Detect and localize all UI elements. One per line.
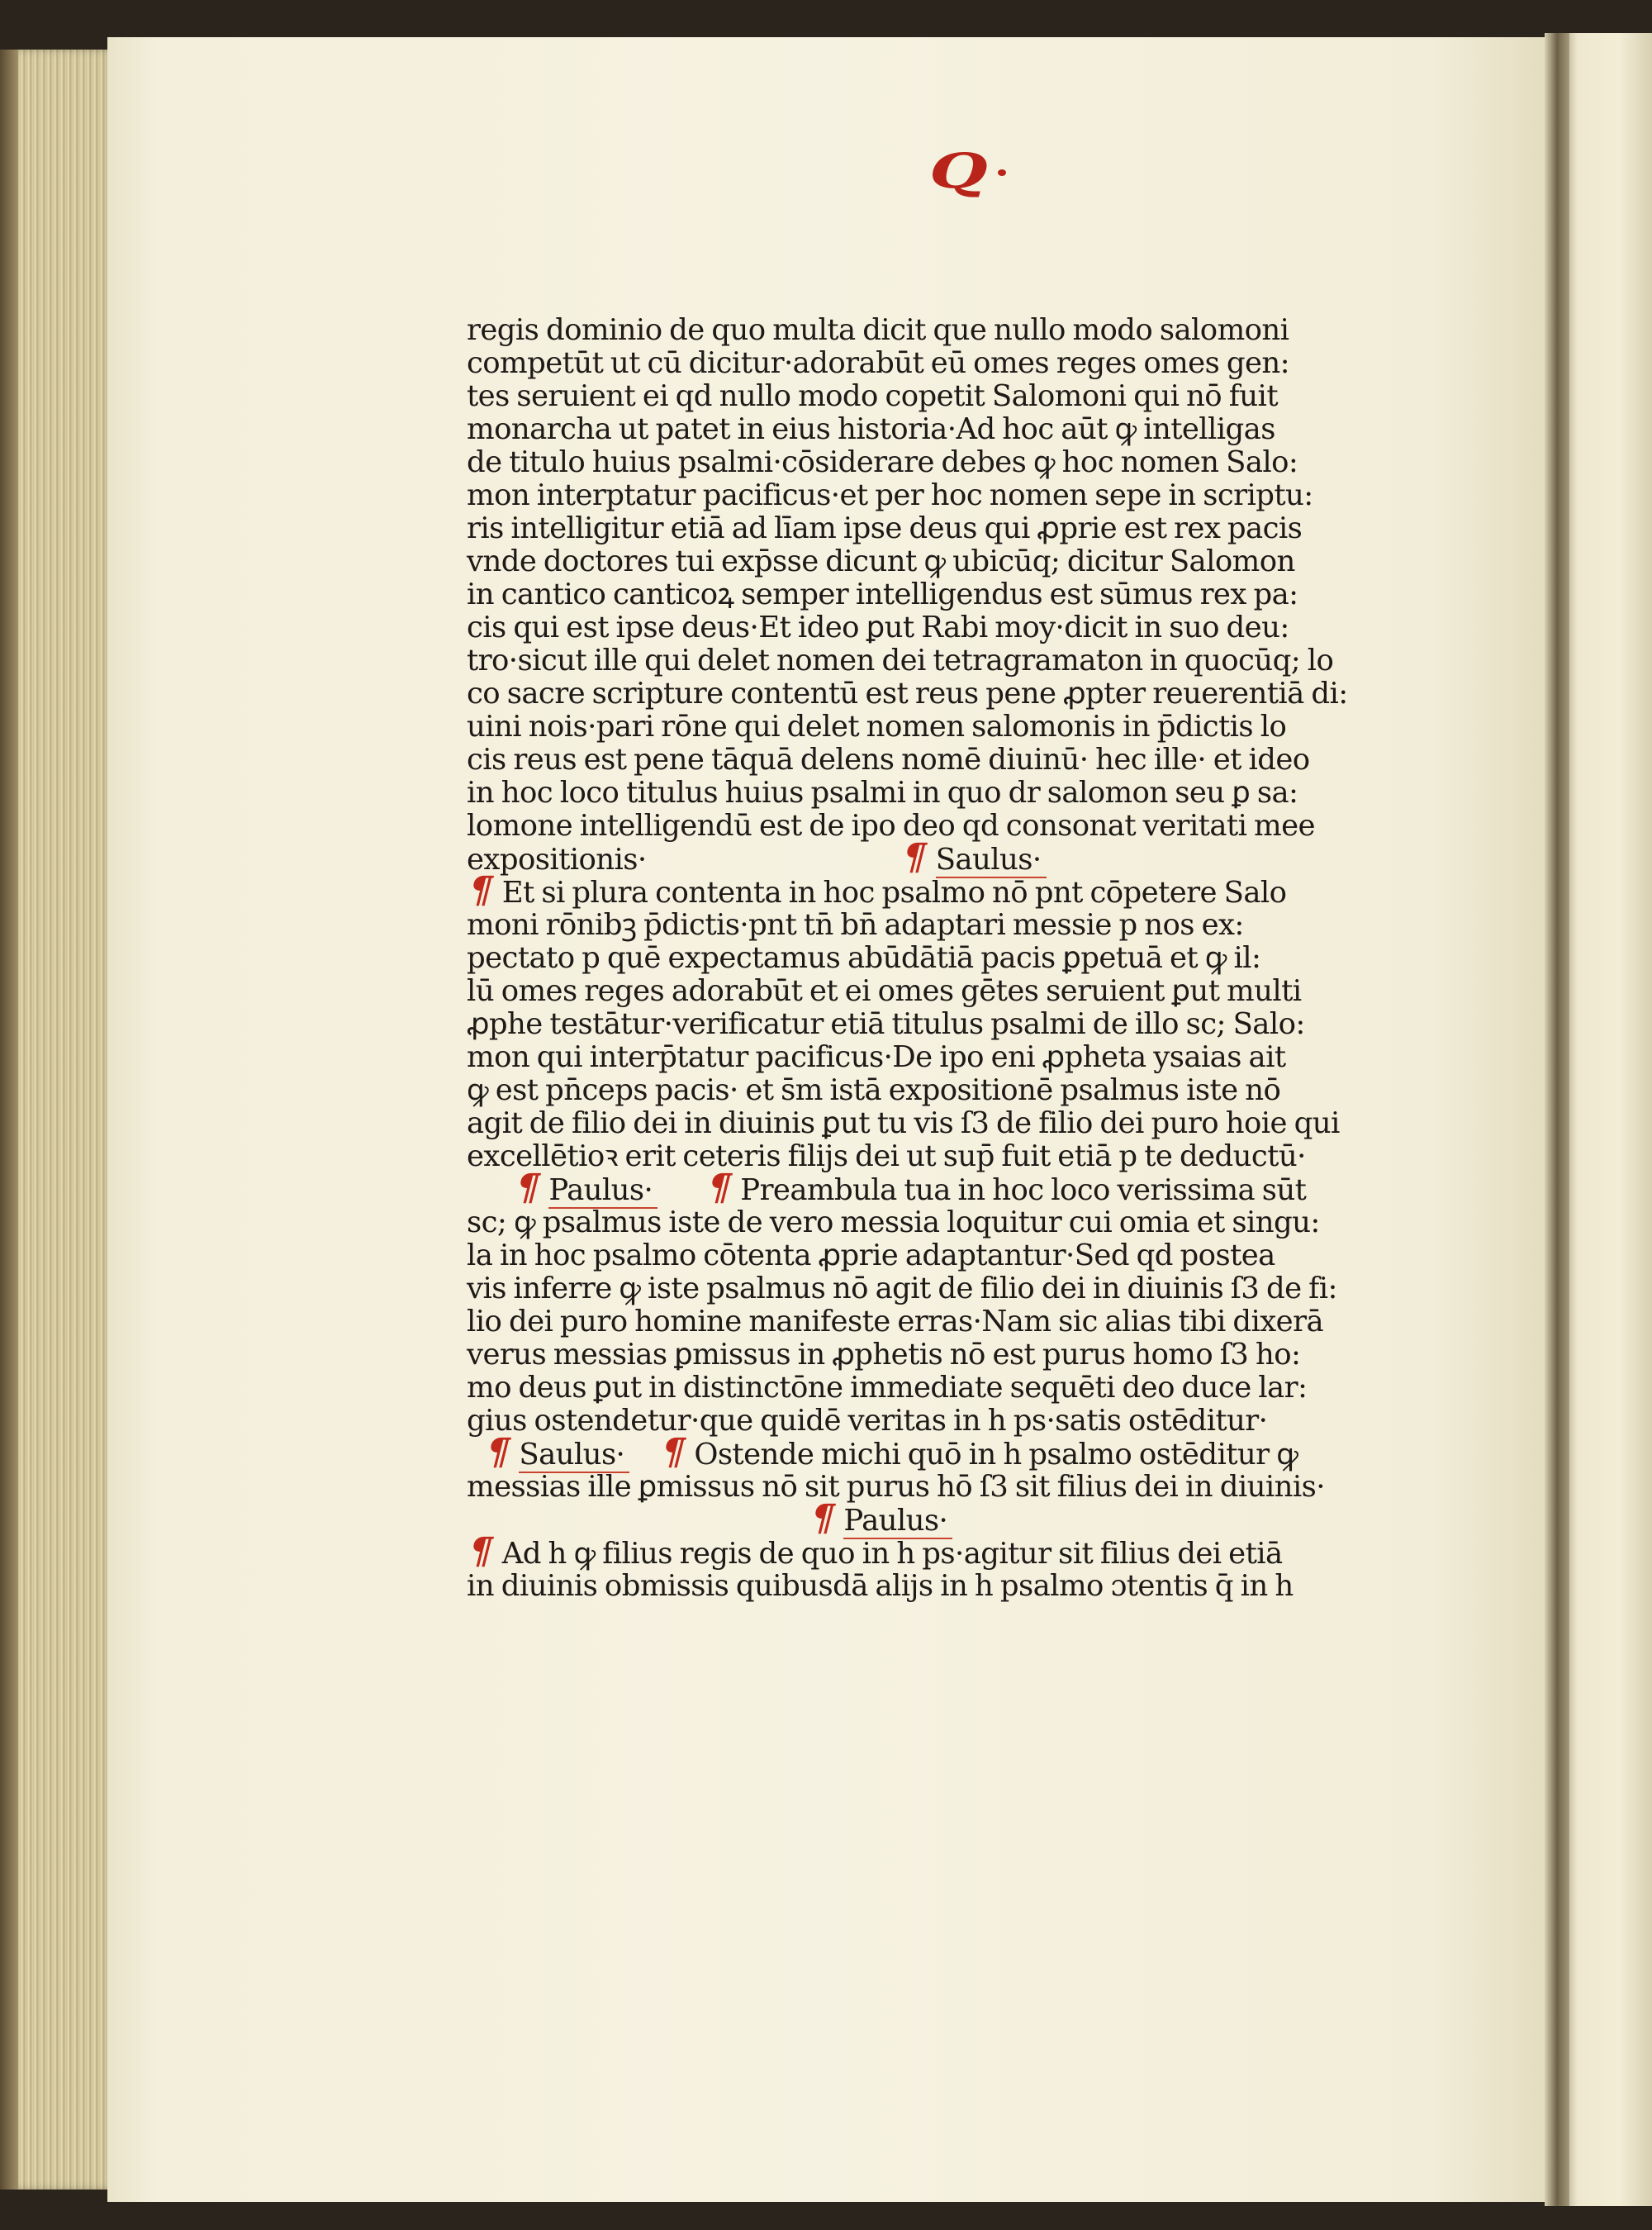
paragraph-mark-icon: ¶ (481, 1431, 515, 1473)
speaker-label: Paulus· (843, 1505, 952, 1539)
paragraph-mark-icon: ¶ (702, 1167, 736, 1209)
paragraph-mark-icon: ¶ (464, 869, 498, 911)
paragraph-mark-icon: ¶ (656, 1431, 690, 1473)
text-line: gius ostendetur·que quidē veritas in h ps·satis ostēditur· (467, 1404, 1268, 1438)
text-line: la in hoc psalmo cōtenta ꝓprie adaptantur·Sed qd postea (467, 1239, 1275, 1272)
text-line: moni rōnibꝫ p̄dictis·pnt tn̄ bn̄ adaptari messie p nos ex: (467, 908, 1244, 942)
text-line: vis inferre ꝙ iste psalmus nō agit de filio dei in diuinis ſ3 de fi: (467, 1272, 1337, 1305)
text-line: de titulo huius psalmi·cōsiderare debes ꝙ hoc nomen Salo: (467, 445, 1298, 479)
text-line-start: Et si plura contenta in hoc psalmo nō pnt cōpetere Salo (501, 876, 1287, 910)
text-line (467, 1431, 1338, 1473)
gutter-shadow (1545, 33, 1569, 2206)
speaker-label: Paulus· (548, 1174, 657, 1209)
text-line: monarcha ut patet in eius historia·Ad hoc aūt ꝙ intelligas (467, 412, 1275, 446)
text-block (464, 313, 1348, 1603)
paragraph-mark-icon: ¶ (805, 1497, 839, 1539)
text-line (464, 869, 1338, 911)
text-line: vnde doctores tui exp̄sse dicunt ꝙ ubicūq; dicitur Salomon (467, 544, 1295, 578)
text-line: lomone intelligendū est de ipo deo qd consonat veritati mee (467, 809, 1315, 843)
text-line: cis reus est pene tāquā delens nomē diuinū· hec ille· et ideo (467, 743, 1310, 777)
speaker-label: Saulus· (519, 1438, 629, 1473)
text-line: lū omes reges adorabūt et ei omes gētes seruient ꝑut multi (467, 974, 1302, 1008)
text-line: ris intelligitur etiā ad līam ipse deus qui ꝓprie est rex pacis (467, 511, 1303, 545)
paragraph-mark-icon: ¶ (898, 836, 932, 878)
text-line: sc; ꝙ psalmus iste de vero messia loquitur cui omia et singu: (467, 1205, 1320, 1239)
text-line: tes seruient ei qd nullo modo copetit Salomoni qui nō fuit (467, 379, 1278, 413)
binding-shadow (0, 50, 18, 2190)
text-line: mon interptatur pacificus·et per hoc nomen sepe in scriptu: (467, 478, 1313, 512)
paragraph-mark-icon: ¶ (464, 1530, 498, 1572)
text-line: excellētioꝛ erit ceteris filijs dei ut sup̄ fuit etiā p te deductū· (467, 1139, 1306, 1173)
text-line-start: Ostende michi quō in h psalmo ostēditur ꝙ (694, 1438, 1298, 1472)
text-line: messias ille ꝑmissus nō sit purus hō ſ3 sit filius dei in diuinis· (467, 1470, 1325, 1504)
text-line: in hoc loco titulus huius psalmi in quo dr salomon seu ꝑ sa: (467, 776, 1298, 810)
text-line: mo deus ꝑut in distinctōne immediate sequēti deo duce lar: (467, 1371, 1308, 1405)
text-line-with-speaker (467, 836, 1338, 878)
text-line (467, 1167, 1338, 1209)
text-line-start: Ad h ꝙ filius regis de quo in h ps·agitur sit filius dei etiā (501, 1537, 1283, 1571)
text-line: tro·sicut ille qui delet nomen dei tetragramaton in quocūq; lo (467, 644, 1334, 678)
text-line: co sacre scripture contentū est reus pene ꝓpter reuerentiā di: (467, 677, 1348, 711)
text-line: competūt ut cū dicitur·adorabūt eū omes reges omes gen: (467, 346, 1290, 380)
text-line: verus messias ꝑmissus in ꝓphetis nō est purus homo ſ3 ho: (467, 1338, 1301, 1372)
folio-mark-dot (998, 169, 1006, 176)
text-line: ꝓphe testātur·verificatur etiā titulus psalmi de illo sc; Salo: (467, 1007, 1305, 1041)
text-line: ꝙ est pn̄ceps pacis· et s̄m istā expositionē psalmus iste nō (467, 1073, 1281, 1107)
text-line: mon qui interp̄tatur pacificus·De ipo eni ꝓpheta ysaias ait (467, 1040, 1286, 1074)
paragraph-mark-icon: ¶ (510, 1167, 544, 1209)
text-line (464, 1530, 1338, 1572)
text-line: regis dominio de quo multa dicit que nullo modo salomoni (467, 313, 1289, 347)
text-line: pectato p quē expectamus abūdātiā pacis ꝑpetuā et ꝙ il: (467, 941, 1261, 975)
speaker-label: Saulus· (936, 844, 1047, 878)
text-line: in cantico canticoꝝ semper intelligendus est sūmus rex pa: (467, 578, 1298, 611)
text-line: cis qui est ipse deus·Et ideo ꝑut Rabi moy·dicit in suo deu: (467, 611, 1289, 644)
text-line: agit de filio dei in diuinis ꝑut tu vis ſ3 de filio dei puro hoie qui (467, 1106, 1340, 1140)
text-line: lio dei puro homine manifeste erras·Nam sic alias tibi dixerā (467, 1305, 1324, 1338)
text-line-with-speaker (467, 1497, 1338, 1539)
folio-mark: Q (929, 143, 988, 199)
text-line-start: Preambula tua in hoc loco verissima sūt (740, 1173, 1307, 1207)
text-line-end: expositionis· (467, 843, 647, 877)
text-line: uini nois·pari rōne qui delet nomen salomonis in p̄dictis lo (467, 710, 1287, 744)
text-line: in diuinis obmissis quibusdā alijs in h psalmo ɔtentis q̄ in h (467, 1569, 1294, 1603)
